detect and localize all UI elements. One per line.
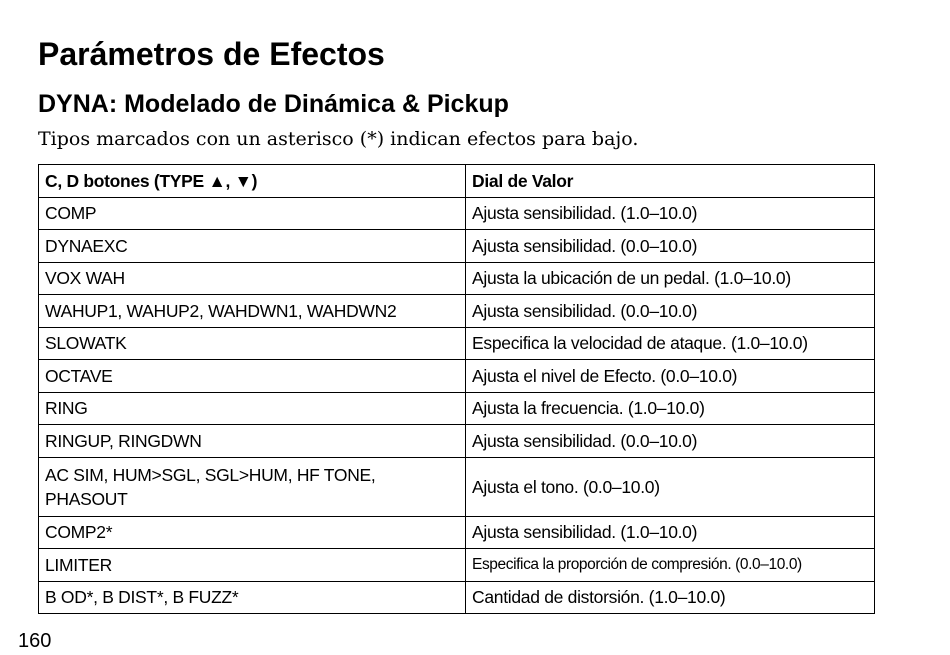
value-cell: Ajusta la ubicación de un pedal. (1.0–10.0) [466, 262, 875, 295]
value-cell: Ajusta la frecuencia. (1.0–10.0) [466, 392, 875, 425]
type-cell: COMP [39, 197, 466, 230]
header-type-buttons: C, D botones (TYPE ▲, ▼) [39, 165, 466, 198]
value-cell: Especifica la proporción de compresión. (0.0–10.0) [466, 549, 875, 582]
value-cell: Ajusta el tono. (0.0–10.0) [466, 457, 875, 516]
value-cell: Especifica la velocidad de ataque. (1.0–10.0) [466, 327, 875, 360]
type-cell: OCTAVE [39, 360, 466, 393]
value-cell: Ajusta sensibilidad. (1.0–10.0) [466, 516, 875, 549]
type-cell: VOX WAH [39, 262, 466, 295]
table-row [39, 197, 875, 230]
table-row [39, 295, 875, 328]
table-row [39, 549, 875, 582]
table-row [39, 516, 875, 549]
value-cell: Ajusta sensibilidad. (0.0–10.0) [466, 230, 875, 263]
type-cell: DYNAEXC [39, 230, 466, 263]
table-row [39, 425, 875, 458]
intro-text: Tipos marcados con un asterisco (*) indican efectos para bajo. [38, 128, 639, 150]
type-cell: SLOWATK [39, 327, 466, 360]
table-row [39, 230, 875, 263]
value-cell: Ajusta sensibilidad. (0.0–10.0) [466, 295, 875, 328]
value-cell: Ajusta sensibilidad. (1.0–10.0) [466, 197, 875, 230]
parameters-table [38, 164, 875, 614]
type-cell: B OD*, B DIST*, B FUZZ* [39, 581, 466, 614]
type-cell: COMP2* [39, 516, 466, 549]
type-cell: WAHUP1, WAHUP2, WAHDWN1, WAHDWN2 [39, 295, 466, 328]
table-header-row [39, 165, 875, 198]
table-row [39, 262, 875, 295]
table-row [39, 360, 875, 393]
type-cell: RING [39, 392, 466, 425]
page-title: Parámetros de Efectos [38, 36, 385, 72]
table-row [39, 581, 875, 614]
table-row [39, 392, 875, 425]
table-row [39, 327, 875, 360]
value-cell: Ajusta sensibilidad. (0.0–10.0) [466, 425, 875, 458]
table-row [39, 457, 875, 516]
section-title: DYNA: Modelado de Dinámica & Pickup [38, 90, 509, 118]
page-number: 160 [18, 630, 52, 652]
type-cell: AC SIM, HUM>SGL, SGL>HUM, HF TONE, PHASOUT [39, 457, 466, 516]
type-cell: RINGUP, RINGDWN [39, 425, 466, 458]
type-cell: LIMITER [39, 549, 466, 582]
header-value-dial: Dial de Valor [466, 165, 875, 198]
value-cell: Ajusta el nivel de Efecto. (0.0–10.0) [466, 360, 875, 393]
value-cell: Cantidad de distorsión. (1.0–10.0) [466, 581, 875, 614]
